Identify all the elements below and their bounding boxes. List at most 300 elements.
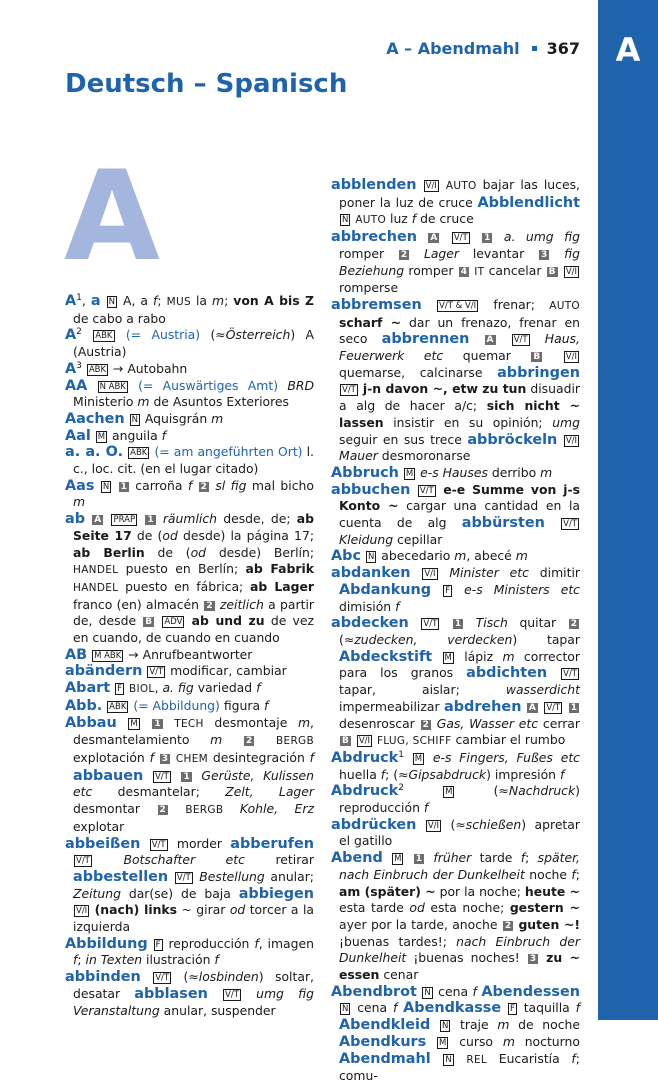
dictionary-entry — [331, 548, 580, 565]
italic-text: f — [423, 800, 429, 816]
homograph-number: 2 — [398, 783, 404, 794]
sense-number: 2 — [400, 249, 408, 260]
entry-text — [101, 293, 106, 308]
headword: abbrennen — [381, 331, 470, 348]
italic-text: od — [409, 900, 425, 916]
entry-text — [416, 817, 424, 832]
entry-text: cancelar — [484, 262, 546, 278]
italic-text: e-s Fingers, Fußes etc — [432, 749, 580, 765]
dictionary-entry — [65, 715, 314, 836]
headword: abdrücken — [331, 816, 417, 833]
headword: abdanken — [331, 565, 411, 582]
headword: Abbruch — [331, 464, 399, 481]
grammar-tag: PRÄP — [113, 515, 136, 526]
entry-text: figura — [219, 697, 264, 713]
grammar-tag: V/T — [546, 702, 561, 713]
abbreviation-expansion: (= Auswärtiges Amt) — [138, 377, 279, 393]
entry-text — [94, 478, 99, 493]
grammar-tag: F — [117, 684, 122, 695]
grammar-tag: ABK — [95, 331, 113, 342]
grammar-tag: V/T — [76, 856, 90, 867]
italic-text: f — [256, 680, 261, 696]
grammar-tag: V/I — [76, 906, 88, 917]
entry-text — [93, 852, 124, 867]
entry-text: desmontar — [73, 801, 157, 817]
sense-number: 2 — [570, 619, 577, 630]
sense-number: 1 — [570, 702, 577, 713]
italic-text: od — [229, 902, 246, 918]
dictionary-entry — [331, 984, 580, 1085]
grammar-tag: F — [445, 585, 451, 596]
italic-text: f — [559, 766, 565, 782]
entry-text — [410, 565, 421, 580]
label-smallcaps: HANDEL — [73, 564, 119, 577]
bold-phrase: ab Berlin — [73, 544, 145, 560]
page-title: Deutsch – Spanisch — [65, 69, 348, 99]
entry-text: dimitir — [528, 565, 580, 581]
dictionary-entry — [65, 698, 314, 715]
entry-text — [563, 699, 567, 714]
entry-text: Eucaristía — [487, 1050, 572, 1066]
italic-text: m — [540, 464, 553, 480]
italic-text: Gerüste, Kulissen etc — [73, 767, 314, 800]
entry-text — [539, 699, 543, 714]
headword: Abb. — [65, 697, 103, 714]
headword: AA — [65, 377, 88, 394]
entry-text — [91, 428, 95, 443]
italic-text: losbinden — [198, 969, 259, 985]
dictionary-entry — [65, 327, 314, 360]
entry-text — [155, 613, 161, 628]
sense-number: A — [486, 335, 494, 346]
sense-number: 1 — [454, 619, 462, 630]
abbreviation-expansion: (= Austria) — [125, 327, 201, 343]
entry-text: ; (≈ — [385, 766, 409, 782]
italic-text: od — [162, 527, 178, 543]
italic-text: f — [520, 850, 526, 866]
headword: abbröckeln — [467, 431, 558, 448]
italic-text: f — [149, 749, 154, 765]
entry-text: ¡buenas noches! — [406, 950, 527, 966]
italic-text: m — [502, 1033, 515, 1049]
entry-text — [543, 348, 563, 363]
italic-text: Gipsabdruck — [408, 766, 487, 782]
entry-text — [141, 715, 152, 730]
grammar-tag: V/T & V/I — [439, 300, 477, 311]
label-smallcaps: MUS — [166, 296, 191, 308]
right-column — [331, 177, 580, 1085]
bold-phrase: scharf ~ — [339, 314, 402, 330]
entry-text — [85, 511, 91, 526]
grammar-tag: N ABK — [99, 381, 126, 392]
sense-number: B — [533, 352, 541, 363]
bold-phrase: ab und zu — [191, 613, 265, 629]
italic-text: sl fig — [215, 477, 247, 493]
headword: Abdeckstift — [339, 648, 433, 665]
italic-text: od — [190, 544, 207, 560]
grammar-tag: V/T — [151, 839, 166, 850]
dictionary-entry — [65, 647, 314, 664]
italic-text: in Texten — [85, 952, 143, 968]
label-smallcaps: AUTO — [445, 180, 477, 192]
bold-phrase: gestern ~ — [509, 900, 580, 916]
entry-text: , abecé — [466, 548, 516, 564]
entry-text — [453, 582, 464, 597]
entry-text — [431, 582, 442, 597]
headword: Abendmahl — [339, 1050, 431, 1067]
italic-text: Gas, Wasser etc — [436, 715, 539, 731]
bold-phrase: sich nicht ~ lassen — [339, 398, 580, 430]
entry-text — [255, 732, 276, 747]
headword: abbestellen — [73, 868, 169, 885]
italic-text: wasserdicht — [505, 682, 580, 698]
grammar-tag: N — [131, 414, 138, 425]
entry-text — [104, 511, 110, 526]
entry-text — [497, 331, 511, 346]
italic-text: f — [161, 427, 166, 443]
entry-text — [531, 331, 545, 346]
entry-text: ) soltar, desatar — [73, 969, 314, 1001]
entry-text: quemar — [443, 348, 531, 364]
grammar-tag: V/T — [513, 335, 528, 346]
entry-text: bajar las luces, poner la luz de cruce — [339, 177, 580, 210]
entry-text — [102, 698, 106, 713]
headword: abbringen — [497, 364, 580, 381]
entry-text — [431, 1051, 443, 1066]
entry-text: , — [154, 680, 163, 696]
entry-text: abecedario — [377, 548, 455, 564]
sense-number: 2 — [504, 920, 512, 931]
entry-text — [432, 649, 441, 664]
running-head-title: A – Abendmahl — [386, 39, 520, 58]
italic-text: Kleidung — [339, 531, 394, 547]
italic-text: Nachdruck — [508, 783, 576, 799]
entry-text — [404, 783, 442, 798]
sense-number: 2 — [206, 600, 213, 611]
label-smallcaps: TECH — [174, 717, 204, 730]
entry-text: dar(se) de baja — [120, 885, 239, 901]
headword: Aal — [65, 427, 91, 444]
italic-text: Tisch — [475, 615, 508, 631]
headword: Abdankung — [339, 581, 432, 598]
entry-text — [521, 699, 525, 714]
entry-text — [410, 482, 417, 497]
headword: ab — [65, 511, 86, 528]
entry-text: (≈ — [200, 327, 226, 343]
entry-text: l. c., loc. cit. (en el lugar citado) — [73, 444, 314, 477]
entry-text: de ( — [144, 544, 191, 560]
entry-text — [140, 836, 148, 851]
entry-text — [417, 177, 423, 192]
entry-text: cargar una cantidad en la cuenta de alg — [339, 498, 580, 531]
italic-text: Kohle, Erz — [239, 801, 314, 817]
entry-text: de cruce — [416, 211, 474, 227]
sense-number: 1 — [484, 233, 491, 244]
bold-phrase: ab Lager — [250, 578, 315, 594]
italic-text: Minister etc — [449, 565, 529, 581]
entry-text — [125, 411, 129, 426]
grammar-tag: N — [367, 552, 375, 563]
entry-text: explotación — [73, 749, 150, 765]
entry-text — [164, 715, 175, 730]
label-smallcaps: AUTO — [549, 299, 580, 312]
bold-phrase: guten ~! — [518, 916, 580, 932]
entry-text: ; — [525, 850, 538, 866]
italic-text: Botschafter etc — [123, 852, 245, 868]
entry-text: ) impresión — [486, 766, 560, 782]
headword: abändern — [65, 663, 143, 680]
entry-text: esta tarde — [339, 900, 410, 916]
entry-text — [142, 663, 146, 678]
italic-text: m — [137, 394, 150, 410]
entry-text: cepillar — [393, 531, 443, 547]
italic-text: m — [497, 1017, 510, 1033]
entry-text — [469, 331, 483, 346]
entry-text: disuadir a alg de hacer a/c; — [339, 381, 580, 414]
italic-text: f — [380, 766, 386, 782]
sense-number: 2 — [422, 719, 429, 730]
italic-text: a. umg fig — [503, 229, 580, 245]
italic-text: e-s Hauses — [420, 464, 488, 480]
italic-text: Lager — [423, 245, 460, 261]
headword: Aachen — [65, 410, 125, 427]
sense-number: B — [342, 736, 349, 747]
italic-text: m — [515, 548, 528, 564]
grammar-tag: ABK — [109, 701, 127, 712]
sense-number: 3 — [541, 249, 548, 260]
entry-text — [168, 869, 174, 884]
entry-text: → Anrufbeantworter — [124, 646, 253, 662]
entry-text: quitar — [507, 615, 568, 631]
dictionary-entry — [331, 783, 580, 816]
entry-text: morder — [168, 835, 231, 851]
italic-text: m — [73, 494, 86, 510]
entry-text — [410, 246, 424, 261]
italic-text: m — [212, 293, 225, 308]
sense-number: 4 — [460, 266, 467, 277]
italic-text: umg fig Veranstaltung — [73, 985, 314, 1018]
grammar-tag: V/T — [154, 771, 169, 782]
grammar-tag: ADV — [164, 617, 183, 628]
entry-text: explotar — [73, 818, 125, 834]
abbreviation-expansion: (= am angeführten Ort) — [154, 444, 303, 460]
entry-text: ayer por la tarde, anoche — [339, 916, 502, 932]
headword: abbürsten — [461, 515, 545, 532]
headword: Abbau — [65, 714, 117, 731]
dictionary-entry — [65, 936, 314, 969]
label-smallcaps: BERGB — [276, 735, 314, 748]
entry-text: torcer a la izquierda — [73, 902, 314, 935]
italic-text: f — [472, 983, 477, 999]
grammar-tag: V/T — [563, 519, 577, 530]
sense-number: A — [94, 515, 102, 526]
entry-text: cena — [433, 983, 473, 999]
entry-text: puesto en fábrica; — [118, 578, 250, 594]
entry-text: frenar; — [479, 296, 550, 312]
italic-text: m — [454, 548, 467, 564]
entry-text: ¡buenas tardes!; — [339, 933, 457, 949]
italic-text: f — [309, 749, 314, 765]
entry-text — [148, 936, 153, 951]
grammar-tag: M — [97, 431, 106, 442]
headword: abbiegen — [238, 885, 314, 902]
entry-text — [222, 732, 243, 747]
label-smallcaps: CHEM — [175, 752, 209, 765]
entry-text — [559, 263, 563, 278]
entry-text: , — [81, 293, 91, 308]
entry-text — [192, 478, 197, 493]
grammar-tag: V/I — [427, 820, 440, 831]
grammar-tag: N — [342, 215, 349, 226]
headword: abbinden — [65, 969, 141, 986]
entry-text: puesto en Berlín; — [118, 561, 246, 577]
grammar-tag: N — [441, 1021, 449, 1032]
italic-text: e-s Ministers etc — [464, 581, 580, 597]
italic-text: m — [210, 732, 223, 748]
dictionary-entry — [65, 411, 314, 428]
bold-phrase: von A bis Z — [233, 293, 314, 308]
dictionary-entry — [331, 850, 580, 984]
grammar-tag: V/T — [149, 667, 164, 678]
dictionary-entry — [65, 361, 314, 378]
entry-text — [141, 969, 152, 984]
entry-text — [87, 647, 91, 662]
entry-text: por la noche; — [435, 883, 525, 899]
entry-text: lápiz — [454, 648, 503, 664]
headword: abbauen — [73, 767, 144, 784]
label-smallcaps: BERGB — [185, 804, 224, 817]
sense-number: A — [528, 702, 536, 713]
entry-text — [464, 615, 476, 630]
entry-text: ~ girar — [177, 902, 230, 918]
headword: Abendbrot — [331, 983, 417, 1000]
italic-text: m — [211, 410, 224, 426]
entry-text: esta noche; — [424, 900, 510, 916]
italic-text: früher — [433, 850, 472, 866]
sense-number: 3 — [161, 753, 169, 764]
italic-text: f — [153, 293, 158, 308]
entry-text — [87, 378, 96, 393]
dictionary-entry — [65, 969, 314, 1019]
entry-text: desde) Berlín; — [206, 544, 314, 560]
entry-text: reproducción — [163, 935, 255, 951]
entry-text — [110, 680, 114, 695]
entry-text: dar un frenazo, frenar en seco — [339, 314, 580, 347]
entry-text: nocturno — [514, 1033, 580, 1049]
sense-number: 1 — [147, 515, 154, 526]
entry-text: anular, suspender — [159, 1002, 276, 1018]
entry-text: taquilla — [517, 1000, 576, 1016]
entry-text: (≈ — [172, 969, 199, 985]
entry-text — [430, 1017, 439, 1032]
grammar-tag: M — [130, 718, 138, 729]
dictionary-entry — [65, 680, 314, 698]
entry-text: cambiar el rumbo — [451, 732, 566, 748]
bold-phrase: (nach) links — [94, 902, 178, 918]
bold-phrase: ab Seite 17 — [73, 511, 314, 543]
italic-text: f — [392, 1000, 398, 1016]
grammar-tag: V/T — [419, 485, 434, 496]
entry-text — [129, 378, 138, 393]
headword: Abdruck — [331, 783, 399, 800]
abbreviation-expansion: (= Abbildung) — [133, 697, 220, 713]
entry-text: ; — [575, 866, 580, 882]
grammar-tag: V/T — [176, 872, 191, 883]
entry-text: noche — [524, 866, 572, 882]
entry-text: desmontaje — [203, 714, 298, 730]
entry-text: dimisión — [339, 598, 396, 614]
italic-text: m — [502, 648, 515, 664]
entry-text — [404, 750, 412, 765]
headword: Abendkasse — [403, 1000, 502, 1017]
grammar-tag: V/I — [565, 352, 577, 363]
sense-number: 3 — [529, 954, 537, 965]
entry-text: impermeabilizar — [339, 698, 445, 714]
entry-text: desde) la página 17; — [177, 527, 314, 543]
entry-text — [172, 768, 181, 783]
entry-text — [208, 986, 222, 1001]
grammar-tag: V/I — [565, 435, 577, 446]
italic-text: Zeitung — [73, 885, 121, 901]
bold-phrase: ab Fabrik — [245, 561, 314, 577]
bold-phrase: j-n davon ~, etw zu tun — [362, 381, 527, 397]
headword: abdichten — [466, 665, 548, 682]
entry-text: Aquisgrán — [140, 410, 212, 426]
entry-text: ; comu- — [339, 1050, 580, 1084]
entry-text — [422, 297, 436, 312]
label-smallcaps: FLUG, SCHIFF — [376, 735, 452, 748]
italic-text: später, nach Einbruch der Dunkelheit — [339, 850, 580, 882]
headword: abbeißen — [65, 835, 141, 852]
entry-text: derribo — [487, 464, 541, 480]
dictionary-entry — [331, 817, 580, 850]
grammar-tag: ABK — [88, 364, 107, 375]
entry-text: (≈ — [455, 783, 509, 799]
headword: abblenden — [331, 177, 417, 193]
headword: abdrehen — [444, 698, 522, 715]
grammar-tag: V/T — [155, 973, 170, 984]
running-head-separator — [532, 46, 537, 51]
entry-text — [143, 768, 152, 783]
entry-text: traje — [451, 1017, 498, 1033]
entry-text: desmantelar; — [92, 784, 226, 800]
dictionary-entry — [65, 378, 314, 411]
entry-text: de vez en cuando, de cuando en cuando — [73, 613, 314, 646]
italic-text: zeitlich — [219, 596, 264, 612]
entry-text: curso — [449, 1033, 503, 1049]
entry-text: desenroscar — [339, 715, 420, 731]
headword: a. a. O. — [65, 444, 124, 461]
dictionary-entry — [65, 663, 314, 680]
bold-phrase: zu ~ essen — [339, 950, 580, 983]
entry-text: ) apretar el gatillo — [339, 816, 580, 849]
dictionary-entry — [65, 836, 314, 936]
homograph-number: 1 — [398, 749, 404, 760]
running-head — [300, 39, 580, 59]
homograph-number: 1 — [76, 292, 82, 303]
entry-text: anular; — [264, 868, 314, 884]
entry-text: desde, de; — [217, 511, 297, 527]
label-smallcaps: BIOL — [128, 683, 155, 696]
italic-text: Bestellung — [199, 868, 265, 884]
italic-text: m — [297, 714, 311, 730]
entry-text — [138, 511, 144, 526]
entry-text — [440, 229, 450, 244]
headword: abberufen — [230, 835, 314, 852]
entry-text — [417, 984, 421, 999]
entry-text — [361, 548, 365, 563]
entry-text — [425, 750, 433, 765]
